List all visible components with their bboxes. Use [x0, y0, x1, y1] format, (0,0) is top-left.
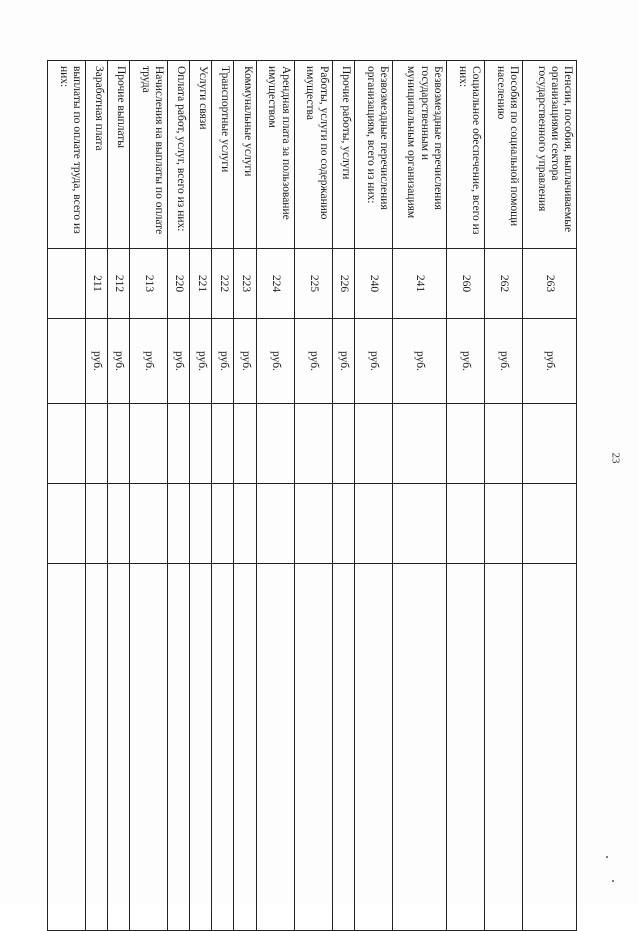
row-unit-cell: руб. — [212, 319, 234, 404]
table-row — [234, 61, 256, 931]
row-code-cell: 225 — [294, 249, 332, 319]
row-name-cell: Пособия по социальной помощи населению — [484, 61, 522, 249]
row-value-cell — [190, 404, 212, 484]
row-value-cell — [256, 484, 294, 564]
row-name-cell: Заработная плата — [86, 61, 108, 249]
row-value-cell — [48, 564, 86, 931]
row-unit-cell: руб. — [522, 319, 576, 404]
row-value-cell — [392, 404, 446, 484]
row-unit-cell: руб. — [354, 319, 392, 404]
table-row — [332, 61, 354, 931]
row-name-cell: Коммунальные услуги — [234, 61, 256, 249]
row-value-cell — [354, 564, 392, 931]
table-row — [256, 61, 294, 931]
row-name-cell: Безвозмездные перечисления государственным и муниципальным организациям — [392, 61, 446, 249]
row-value-cell — [130, 484, 168, 564]
row-value-cell — [234, 564, 256, 931]
row-value-cell — [484, 404, 522, 484]
table-row — [168, 61, 190, 931]
row-value-cell — [108, 404, 130, 484]
table-row — [48, 61, 86, 931]
row-value-cell — [234, 484, 256, 564]
row-code-cell: 240 — [354, 249, 392, 319]
row-code-cell: 212 — [108, 249, 130, 319]
row-value-cell — [212, 484, 234, 564]
table-row — [86, 61, 108, 931]
budget-table — [47, 60, 577, 931]
row-unit-cell: руб. — [190, 319, 212, 404]
row-value-cell — [190, 564, 212, 931]
row-code-cell: 213 — [130, 249, 168, 319]
row-value-cell — [212, 564, 234, 931]
row-value-cell — [522, 484, 576, 564]
table-row — [212, 61, 234, 931]
row-unit-cell: руб. — [168, 319, 190, 404]
row-value-cell — [86, 564, 108, 931]
table-row — [108, 61, 130, 931]
row-value-cell — [294, 564, 332, 931]
row-value-cell — [256, 564, 294, 931]
row-code-cell: 226 — [332, 249, 354, 319]
row-unit-cell: руб. — [256, 319, 294, 404]
page-number: 23 — [609, 452, 622, 464]
table-row — [130, 61, 168, 931]
row-value-cell — [234, 404, 256, 484]
scan-speck — [606, 856, 608, 858]
scan-speck — [612, 880, 614, 882]
row-value-cell — [108, 484, 130, 564]
row-code-cell: 211 — [86, 249, 108, 319]
row-value-cell — [522, 404, 576, 484]
row-code-cell: 260 — [446, 249, 484, 319]
row-name-cell: Арендная плата за пользование имуществом — [256, 61, 294, 249]
row-unit-cell — [48, 319, 86, 404]
row-code-cell: 241 — [392, 249, 446, 319]
row-value-cell — [48, 404, 86, 484]
row-unit-cell: руб. — [86, 319, 108, 404]
row-value-cell — [392, 564, 446, 931]
row-code-cell: 220 — [168, 249, 190, 319]
row-value-cell — [294, 404, 332, 484]
row-name-cell: Начисления на выплаты по оплате труда — [130, 61, 168, 249]
row-value-cell — [130, 564, 168, 931]
row-name-cell: Безвозмездные перечисления организациям, всего из них: — [354, 61, 392, 249]
table-row — [294, 61, 332, 931]
row-unit-cell: руб. — [484, 319, 522, 404]
table-row — [446, 61, 484, 931]
row-code-cell: 222 — [212, 249, 234, 319]
table-row — [190, 61, 212, 931]
row-name-cell: Услуги связи — [190, 61, 212, 249]
row-value-cell — [212, 404, 234, 484]
row-value-cell — [332, 564, 354, 931]
row-name-cell: Работы, услуги по содержанию имущества — [294, 61, 332, 249]
row-unit-cell: руб. — [130, 319, 168, 404]
table-row — [392, 61, 446, 931]
row-value-cell — [354, 404, 392, 484]
row-value-cell — [108, 564, 130, 931]
row-name-cell: Транспортные услуги — [212, 61, 234, 249]
row-value-cell — [294, 484, 332, 564]
table-row — [354, 61, 392, 931]
row-unit-cell: руб. — [392, 319, 446, 404]
table-row — [484, 61, 522, 931]
table-row — [522, 61, 576, 931]
row-name-cell: Оплата работ, услуг, всего из них: — [168, 61, 190, 249]
row-name-cell: Социальное обеспечение, всего из них: — [446, 61, 484, 249]
row-value-cell — [168, 564, 190, 931]
row-unit-cell: руб. — [108, 319, 130, 404]
row-unit-cell: руб. — [234, 319, 256, 404]
budget-table-rotated — [47, 60, 577, 930]
row-value-cell — [446, 484, 484, 564]
row-code-cell: 224 — [256, 249, 294, 319]
row-name-cell: Прочие работы, услуги — [332, 61, 354, 249]
row-value-cell — [446, 564, 484, 931]
row-value-cell — [522, 564, 576, 931]
row-name-cell: Прочие выплаты — [108, 61, 130, 249]
row-value-cell — [86, 404, 108, 484]
row-value-cell — [446, 404, 484, 484]
row-value-cell — [392, 484, 446, 564]
row-value-cell — [484, 484, 522, 564]
row-unit-cell: руб. — [294, 319, 332, 404]
row-unit-cell: руб. — [332, 319, 354, 404]
row-value-cell — [48, 484, 86, 564]
row-value-cell — [168, 484, 190, 564]
row-code-cell: 262 — [484, 249, 522, 319]
row-value-cell — [256, 404, 294, 484]
row-value-cell — [332, 484, 354, 564]
row-code-cell: 223 — [234, 249, 256, 319]
row-value-cell — [130, 404, 168, 484]
row-value-cell — [332, 404, 354, 484]
row-value-cell — [484, 564, 522, 931]
row-value-cell — [190, 484, 212, 564]
row-value-cell — [354, 484, 392, 564]
row-name-cell: выплаты по оплате труда, всего из них: — [48, 61, 86, 249]
row-code-cell — [48, 249, 86, 319]
row-value-cell — [86, 484, 108, 564]
row-value-cell — [168, 404, 190, 484]
row-code-cell: 263 — [522, 249, 576, 319]
row-unit-cell: руб. — [446, 319, 484, 404]
row-name-cell: Пенсии, пособия, выплачиваемые организациями сектора государственного управления — [522, 61, 576, 249]
row-code-cell: 221 — [190, 249, 212, 319]
table-body — [48, 61, 577, 931]
